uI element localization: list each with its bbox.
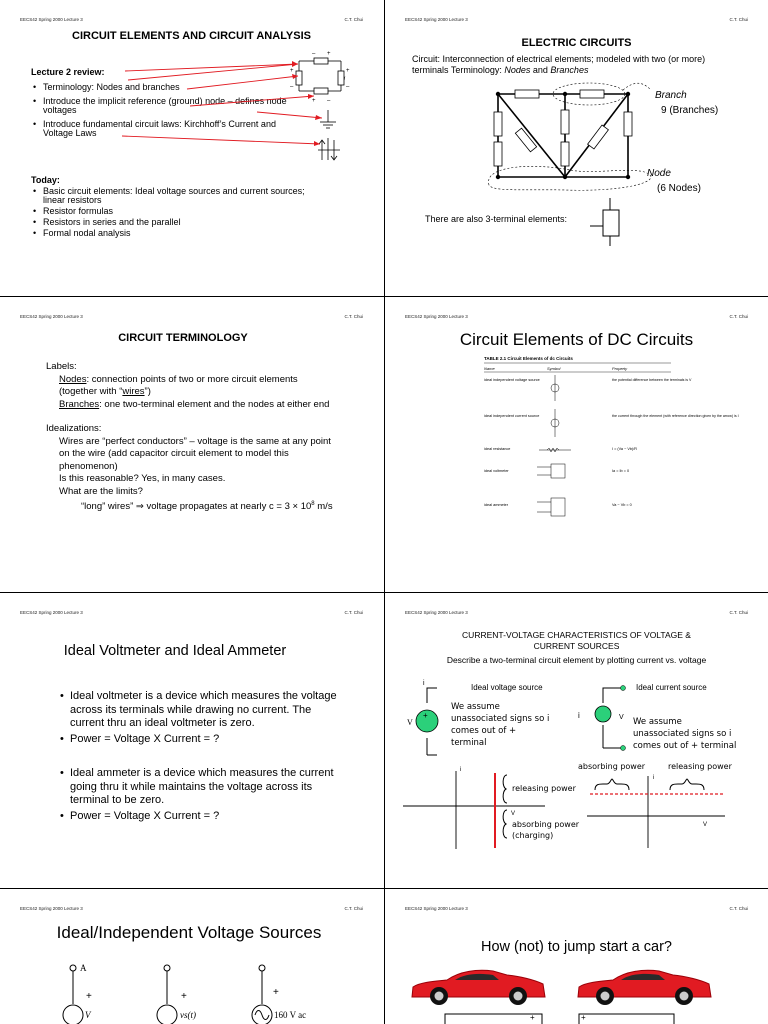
absorbing-power-label: absorbing power [512,820,580,829]
title-line2: CURRENT SOURCES [533,641,620,651]
row-name: ideal independent voltage source [484,378,540,382]
sign-label: + [327,51,331,57]
slide-title: How (not) to jump start a car? [481,939,672,955]
sign-label: + [290,68,294,74]
header-right: C.T. Chui [344,314,363,319]
sign-label: – [312,51,316,57]
nodes-definition [46,374,376,387]
three-terminal-text: There are also 3-terminal elements: [425,214,568,224]
sign-label: – [346,84,350,90]
node-count: (6 Nodes) [657,183,701,194]
slide-circuit-elements [0,0,383,295]
terminal-dot [621,686,626,691]
absorbing-top-label: absorbing power [578,762,646,771]
releasing-power-label: releasing power [512,784,576,793]
plus-sign: + [181,991,187,1002]
row-name: ideal ammeter [484,503,509,507]
sign-label: + [346,68,350,74]
col-name: Name [484,366,495,371]
long-wires-line [46,498,376,514]
reasonable-line: Is this reasonable? Yes, in many cases. [59,473,226,484]
mini-circuit [296,58,344,94]
battery-plus: + [581,1013,586,1022]
col-symbol: Symbol [547,366,561,371]
review-item: • Terminology: Nodes and branches [43,83,293,93]
sign-label: – [327,98,331,104]
today-item: • Resistors in series and the parallel [43,218,305,227]
header-left: EECS42 Spring 2000 Lecture 3 [20,906,83,911]
today-item: • Resistor formulas [43,207,305,216]
source-v-label: V [407,718,413,727]
terminology-body [46,361,376,514]
cs-i-label: i [578,711,580,720]
today-heading: Today: [31,175,60,185]
nodes-text3: ”) [144,386,151,397]
cs-note-line: We assume [633,717,682,727]
brace [503,810,507,838]
axis-v-label: V [511,811,516,817]
exponent: 8 [311,501,315,507]
circuit-network-diagram [385,0,768,295]
header-left: EECS42 Spring 2000 Lecture 3 [405,314,468,319]
voltage-source-symbols [0,889,383,1024]
nodes-term: Nodes [59,373,87,385]
header-right: C.T. Chui [729,610,748,615]
axis-v-label: V [703,822,708,828]
annotation-arrows [122,64,322,144]
nodes-definition-cont [46,386,376,399]
review-item: • Introduce the implicit reference (ground) node – defines node voltages [43,97,293,116]
header-right: C.T. Chui [729,906,748,911]
row-property: Ia = Ib = 0 [612,469,630,473]
releasing-top-label: releasing power [668,762,732,771]
car-left-icon [412,970,545,1005]
branch-count: 9 (Branches) [661,105,719,116]
axis-i-label: i [460,767,462,773]
slide-title: Ideal Voltmeter and Ideal Ammeter [63,643,287,659]
three-terminal-element [590,198,619,246]
labels-heading: Labels: [46,361,77,372]
branches-term: Branches [550,65,589,75]
cs-note-line: unassociated signs so i [633,729,732,739]
elements-table [385,297,768,592]
header-left: EECS42 Spring 2000 Lecture 3 [405,906,468,911]
cs-note-line: comes out of + terminal [633,741,737,751]
meter-item: • Power = Voltage X Current = ? [70,810,340,824]
review-item: • Introduce fundamental circuit laws: Kirchhoff’s Current and Voltage Laws [43,120,293,139]
current-source-icon [595,706,611,722]
branches-text: : one two-terminal element and the nodes at either end [99,398,330,410]
meter-list [58,690,340,823]
cs-v-label: V [619,714,624,721]
slide-title: Ideal/Independent Voltage Sources [56,923,322,942]
ground-icon [320,110,336,128]
wires-line: on the wire (add capacitor circuit element to model this [59,448,289,459]
today-item: • Basic circuit elements: Ideal voltage sources and current sources; linear resistors [43,187,305,205]
slide-title: Circuit Elements of DC Circuits [459,330,694,349]
branches-definition [46,399,376,412]
node-label: Node [647,168,671,179]
header-right: C.T. Chui [344,906,363,911]
source-vs-label: vs(t) [180,1010,196,1020]
vs-note-line: terminal [451,738,487,748]
sign-label: + [312,98,316,104]
nodes-term: Nodes [504,65,531,75]
plus-sign: + [273,987,279,998]
cars-illustration [385,889,768,1024]
long-wires-text: “long” wires” ⇒ voltage propagates at nearly c = 3 × 10 [81,501,312,513]
meter-item: • Ideal ammeter is a device which measures the current going thru it while maintains the voltage across its terminal to be zero. [70,767,340,808]
header-right: C.T. Chui [344,610,363,615]
intro-line: Circuit: Interconnection of electrical elements; modeled with two (or more) [412,54,706,64]
header-right: C.T. Chui [344,17,363,22]
source-v-label: V [85,1010,91,1020]
row-property: I = (Va − Vb)/R [612,447,638,451]
slide-electric-circuits [385,0,768,295]
row-name: ideal independent current source [484,414,540,418]
slide-title: ELECTRIC CIRCUITS [521,37,632,49]
review-diagram [0,0,383,295]
nodes-text: : connection points of two or more circuit elements [86,373,298,385]
wires-line: phenomenon) [59,460,118,472]
slide-circuit-terminology [0,297,383,592]
branches-term: Branches [59,398,100,410]
row-property: Va − Vb = 0 [612,503,632,507]
header-left: EECS42 Spring 2000 Lecture 3 [20,314,83,319]
terminology-prefix: terminals Terminology: [412,65,505,75]
slide-header [20,314,363,322]
plus-sign: + [423,711,428,720]
brace [595,779,629,790]
axis-i-label: i [653,775,655,781]
source-i-label: i [423,680,425,687]
plus-sign: + [86,991,92,1002]
row-name: ideal resistance [484,447,511,451]
title-line1: CURRENT-VOLTAGE CHARACTERISTICS OF VOLTAGE & [462,630,691,640]
row-property: the potential difference between the terminals is V [612,378,692,382]
col-property: Property [612,366,628,371]
slide-iv-characteristics [385,593,768,888]
branch-label: Branch [655,90,687,101]
car-right-icon [578,970,711,1005]
review-heading: Lecture 2 review: [31,67,105,77]
today-item: • Formal nodal analysis [43,229,305,238]
header-right: C.T. Chui [729,17,748,22]
table-symbols [537,375,571,516]
header-right: C.T. Chui [729,314,748,319]
slide-title: CIRCUIT ELEMENTS AND CIRCUIT ANALYSIS [72,30,311,42]
charging-label: (charging) [512,831,554,840]
vs-note-line: comes out of + [451,726,517,736]
wires-term: wires [122,386,145,397]
header-left: EECS42 Spring 2000 Lecture 3 [405,610,468,615]
current-label: i [344,76,346,82]
sign-label: – [290,84,294,90]
node-a-label: A [80,963,87,973]
meter-item: • Power = Voltage X Current = ? [70,733,340,747]
units: m/s [314,501,333,513]
row-property: the current through the element (with reference direction given by the arrow) is I [612,414,739,418]
table-caption: TABLE 2.1 Circuit Elements of dc Circuits [484,356,573,361]
slide-voltmeter-ammeter [0,593,383,888]
meter-item: • Ideal voltmeter is a device which measures the voltage across its terminals while drawing no current. The current thru an ideal voltmeter is zero. [70,690,340,731]
wires-line: Wires are “perfect conductors” – voltage is the same at any point [59,435,331,447]
arrow-heads [292,61,322,146]
slide-header [20,610,363,618]
header-left: EECS42 Spring 2000 Lecture 3 [20,17,83,22]
slide-title: CIRCUIT TERMINOLOGY [118,332,248,344]
slide-dc-elements [385,297,768,592]
header-left: EECS42 Spring 2000 Lecture 3 [405,17,468,22]
iv-diagrams [385,593,768,888]
battery-plus: + [530,1013,535,1022]
row-name: ideal voltmeter [484,469,509,473]
subtitle: Describe a two-terminal circuit element by plotting current vs. voltage [446,655,707,665]
brace [670,779,704,790]
terminal-dot [621,746,626,751]
vs-note-line: We assume [451,702,500,712]
slide-jump-start [385,889,768,1024]
kcl-node-icon [318,138,340,160]
and-word: and [530,65,551,75]
header-left: EECS42 Spring 2000 Lecture 3 [20,610,83,615]
dashed-outlines [489,83,651,190]
brace [503,775,507,803]
source-ac-label: 160 V ac [274,1010,307,1020]
idealizations-heading: Idealizations: [46,423,102,434]
vs-label: Ideal voltage source [471,683,543,692]
cs-iv-axes [587,776,725,848]
vs-note-line: unassociated signs so i [451,714,550,724]
nodes-text2: (together with “ [59,386,123,397]
battery-boxes [445,1014,674,1024]
slide-voltage-sources [0,889,383,1024]
cs-label: Ideal current source [636,683,707,692]
source-symbols [63,965,272,1024]
limits-line: What are the limits? [59,485,143,497]
